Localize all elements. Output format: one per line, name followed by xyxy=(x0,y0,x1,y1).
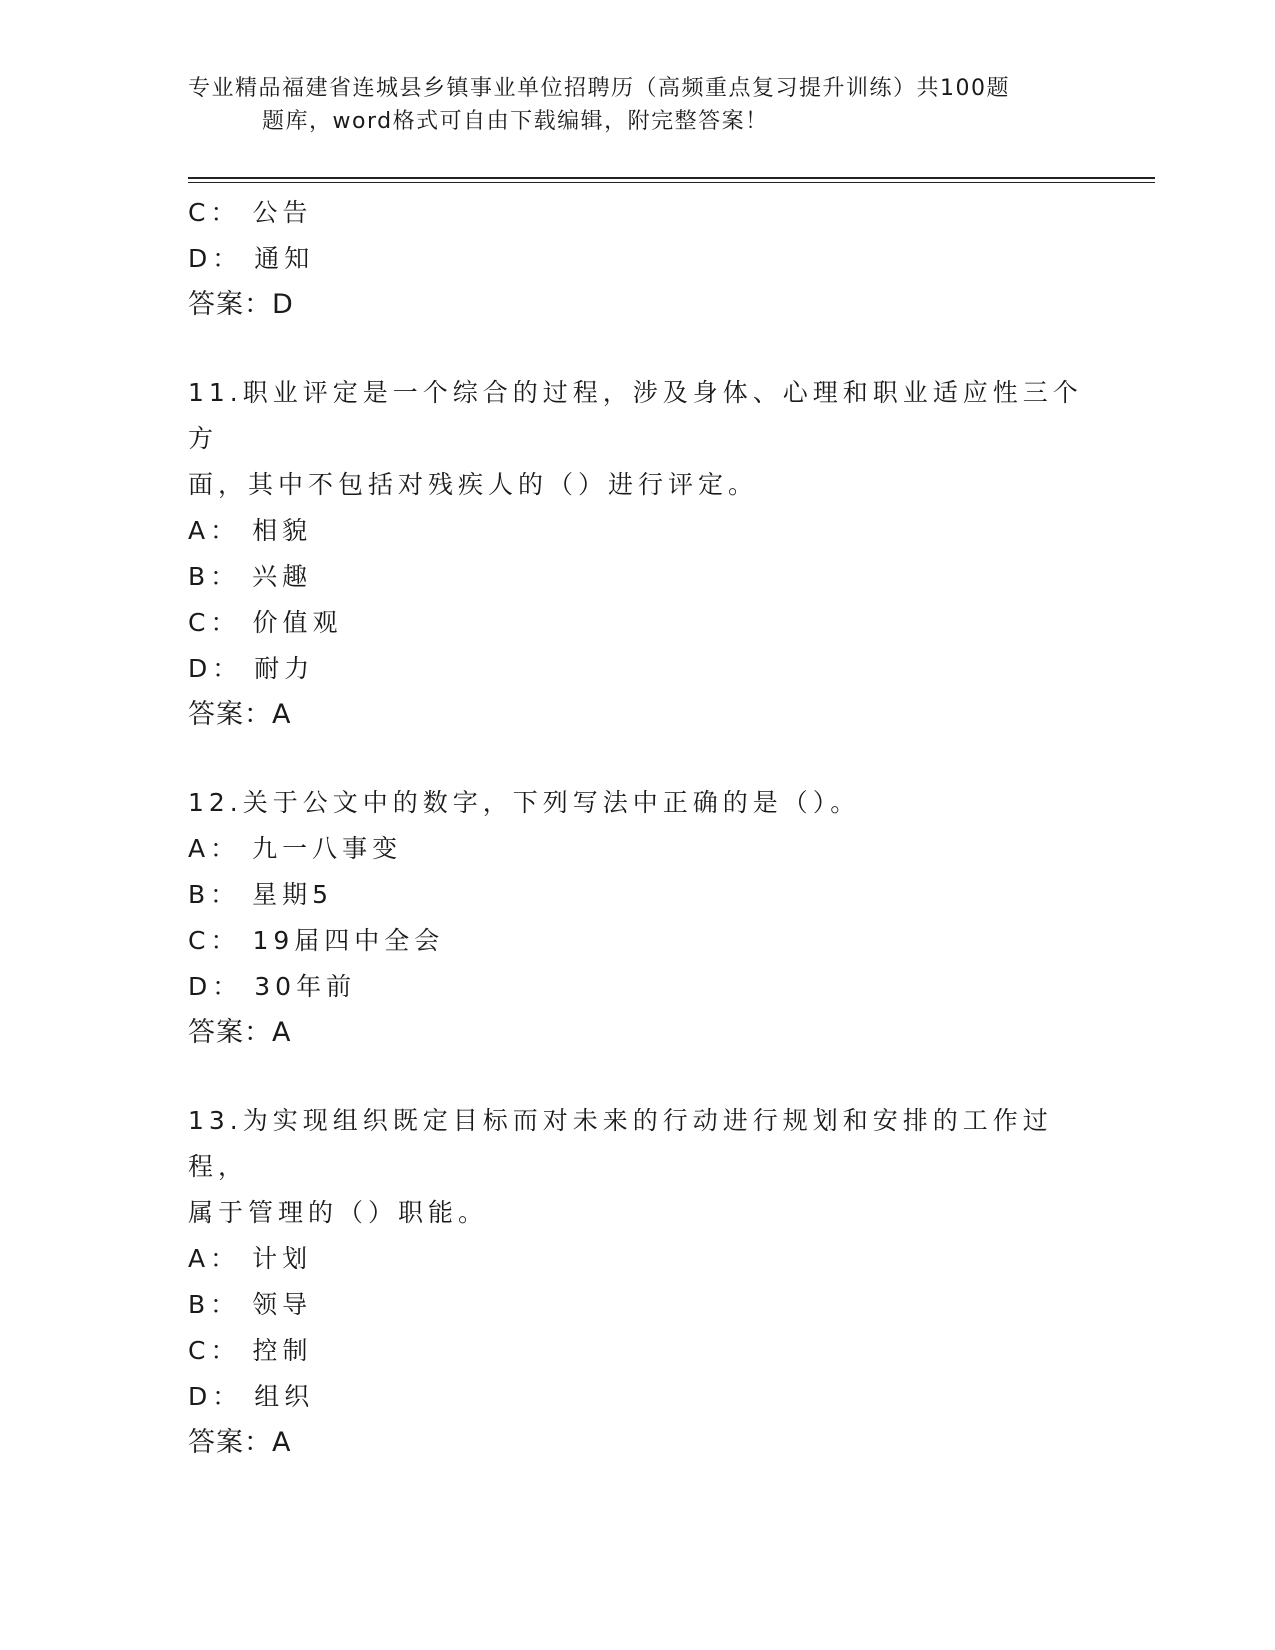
option-text: 九一八事变 xyxy=(252,834,403,863)
answer-line: 答案：A xyxy=(188,1427,292,1458)
document-body xyxy=(188,190,1088,1466)
option-d xyxy=(188,236,1088,282)
option-b xyxy=(188,872,1088,918)
answer-line: 答案：A xyxy=(188,1017,292,1048)
question-text-line: 属于管理的（）职能。 xyxy=(188,1198,489,1227)
option-label: B： xyxy=(188,880,241,909)
option-c xyxy=(188,1328,1088,1374)
option-a xyxy=(188,508,1088,554)
option-text: 耐力 xyxy=(254,654,315,683)
question-12 xyxy=(188,780,1088,1056)
option-text: 领导 xyxy=(252,1290,313,1319)
option-b xyxy=(188,1282,1088,1328)
question-text-line: 12.关于公文中的数字，下列写法中正确的是（）。 xyxy=(188,788,861,817)
option-text: 公告 xyxy=(252,198,313,227)
option-label: C： xyxy=(188,926,241,955)
option-label: A： xyxy=(188,834,241,863)
option-text: 30年前 xyxy=(254,972,357,1001)
option-text: 价值观 xyxy=(252,608,343,637)
option-c xyxy=(188,918,1088,964)
option-text: 组织 xyxy=(254,1382,315,1411)
header-rule-thin xyxy=(188,182,1155,183)
option-label: D： xyxy=(188,244,243,273)
option-d xyxy=(188,646,1088,692)
option-label: B： xyxy=(188,1290,241,1319)
option-label: D： xyxy=(188,654,243,683)
header-line-2: 题库，word格式可自由下载编辑，附完整答案！ xyxy=(262,109,769,134)
question-11 xyxy=(188,370,1088,738)
option-label: C： xyxy=(188,198,241,227)
option-text: 19届四中全会 xyxy=(252,926,445,955)
option-label: C： xyxy=(188,608,241,637)
header-rule-thick xyxy=(188,177,1155,179)
option-b xyxy=(188,554,1088,600)
option-label: D： xyxy=(188,1382,243,1411)
option-c xyxy=(188,190,1088,236)
question-13 xyxy=(188,1098,1088,1466)
option-d xyxy=(188,1374,1088,1420)
option-label: A： xyxy=(188,1244,241,1273)
option-label: A： xyxy=(188,516,241,545)
option-text: 相貌 xyxy=(252,516,313,545)
question-text-line: 面，其中不包括对残疾人的（）进行评定。 xyxy=(188,470,759,499)
question-text-line: 13.为实现组织既定目标而对未来的行动进行规划和安排的工作过程， xyxy=(188,1106,1053,1181)
option-text: 星期5 xyxy=(252,880,334,909)
option-text: 兴趣 xyxy=(252,562,313,591)
document-header xyxy=(188,72,1068,138)
answer-line: 答案：D xyxy=(188,289,294,320)
option-c xyxy=(188,600,1088,646)
answer-line: 答案：A xyxy=(188,699,292,730)
previous-question-tail xyxy=(188,190,1088,328)
option-d xyxy=(188,964,1088,1010)
option-text: 通知 xyxy=(254,244,315,273)
option-text: 计划 xyxy=(252,1244,313,1273)
option-a xyxy=(188,826,1088,872)
option-label: D： xyxy=(188,972,243,1001)
option-a xyxy=(188,1236,1088,1282)
header-line-1: 专业精品福建省连城县乡镇事业单位招聘历（高频重点复习提升训练）共100题 xyxy=(188,76,1010,101)
option-label: B： xyxy=(188,562,241,591)
option-text: 控制 xyxy=(252,1336,313,1365)
question-text-line: 11.职业评定是一个综合的过程，涉及身体、心理和职业适应性三个方 xyxy=(188,378,1083,453)
option-label: C： xyxy=(188,1336,241,1365)
